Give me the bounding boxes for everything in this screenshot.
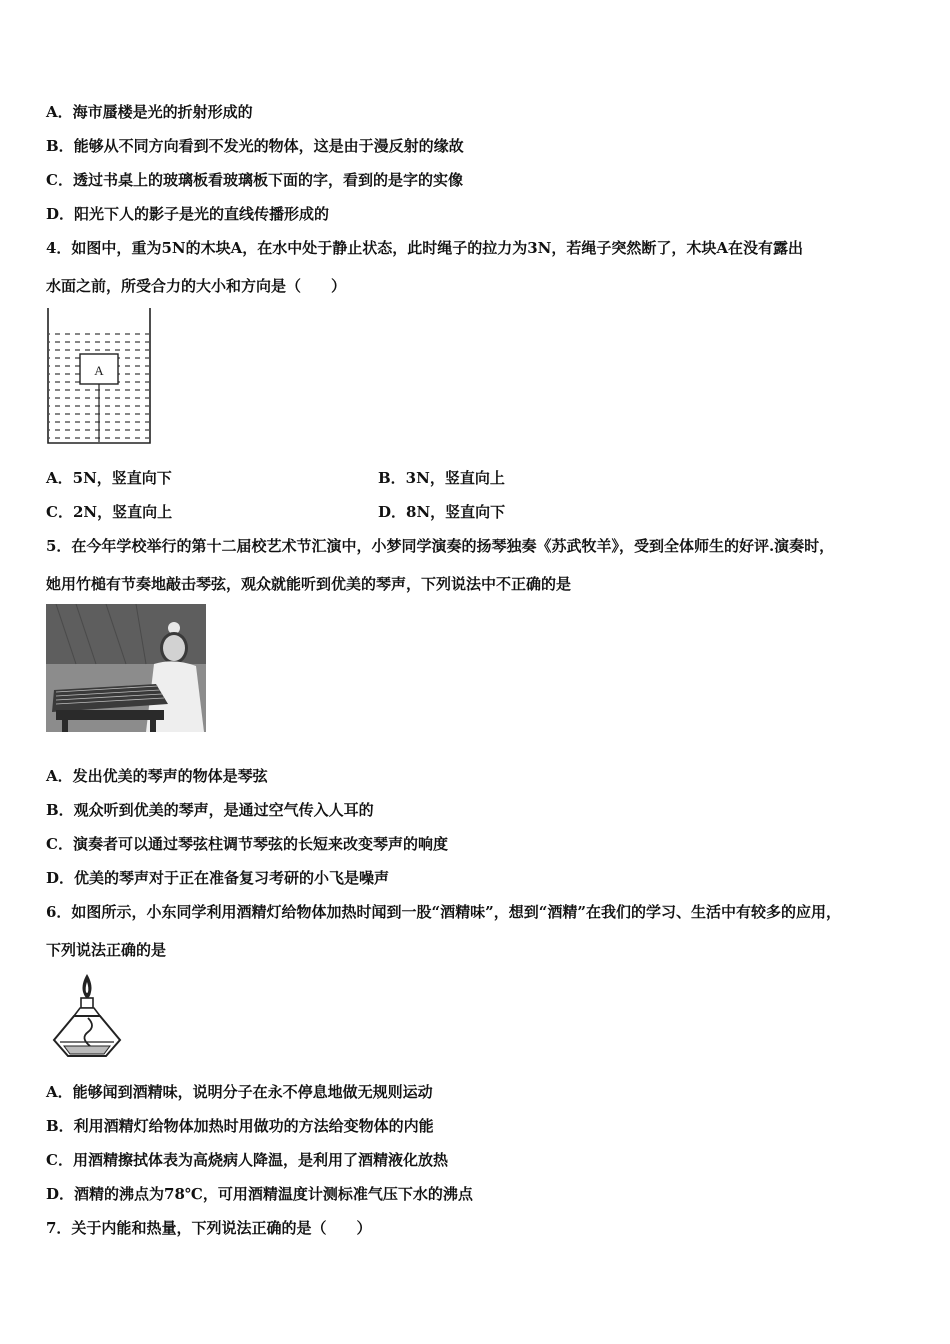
dulcimer-photo: [46, 604, 206, 732]
q5-option-c: C．演奏者可以通过琴弦柱调节琴弦的长短来改变琴声的响度: [46, 835, 448, 853]
q5-option-b: B．观众听到优美的琴声，是通过空气传入人耳的: [46, 801, 374, 819]
q5-option-d: D．优美的琴声对于正在准备复习考研的小飞是噪声: [46, 869, 390, 887]
q4-option-d: D．8N，竖直向下: [378, 503, 506, 521]
q4-stem-line1: 4．如图中，重为5N的木块A，在水中处于静止状态，此时绳子的拉力为3N，若绳子突然断了，木块A在没有露出: [46, 239, 804, 257]
q5-option-a: A．发出优美的琴声的物体是琴弦: [46, 767, 268, 785]
q6-option-c: C．用酒精擦拭体表为高烧病人降温，是利用了酒精液化放热: [46, 1151, 448, 1169]
q3-option-a: A．海市蜃楼是光的折射形成的: [46, 103, 253, 121]
q4-option-b: B．3N，竖直向上: [378, 469, 505, 487]
q3-option-d: D．阳光下人的影子是光的直线传播形成的: [46, 205, 330, 223]
q4-stem-line2: 水面之前，所受合力的大小和方向是（ ）: [46, 277, 347, 295]
q4-option-c: C．2N，竖直向上: [46, 503, 173, 521]
q6-option-b: B．利用酒精灯给物体加热时用做功的方法给变物体的内能: [46, 1117, 434, 1135]
q6-option-a: A．能够闻到酒精味，说明分子在永不停息地做无规则运动: [46, 1083, 433, 1101]
q6-option-d: D．酒精的沸点为78℃，可用酒精温度计测标准气压下水的沸点: [46, 1185, 473, 1203]
q6-stem-line1: 6．如图所示，小东同学利用酒精灯给物体加热时闻到一股“酒精味”，想到“酒精”在我们的学习、生活中有较多的应用，: [46, 903, 841, 921]
alcohol-lamp-figure: [50, 970, 124, 1060]
q6-stem-line2: 下列说法正确的是: [46, 941, 167, 959]
q4-option-a: A．5N，竖直向下: [46, 469, 172, 487]
q3-option-b: B．能够从不同方向看到不发光的物体，这是由于漫反射的缘故: [46, 137, 464, 155]
block-label: A: [94, 363, 104, 378]
q7-stem: 7．关于内能和热量，下列说法正确的是（ ）: [46, 1219, 372, 1237]
beaker-figure: [44, 306, 154, 446]
q3-option-c: C．透过书桌上的玻璃板看玻璃板下面的字，看到的是字的实像: [46, 171, 463, 189]
q5-stem-line1: 5．在今年学校举行的第十二届校艺术节汇演中，小梦同学演奏的扬琴独奏《苏武牧羊》，受到全体师生的好评.演奏时，: [46, 537, 835, 555]
q5-stem-line2: 她用竹槌有节奏地敲击琴弦，观众就能听到优美的琴声，下列说法中不正确的是: [46, 575, 572, 593]
